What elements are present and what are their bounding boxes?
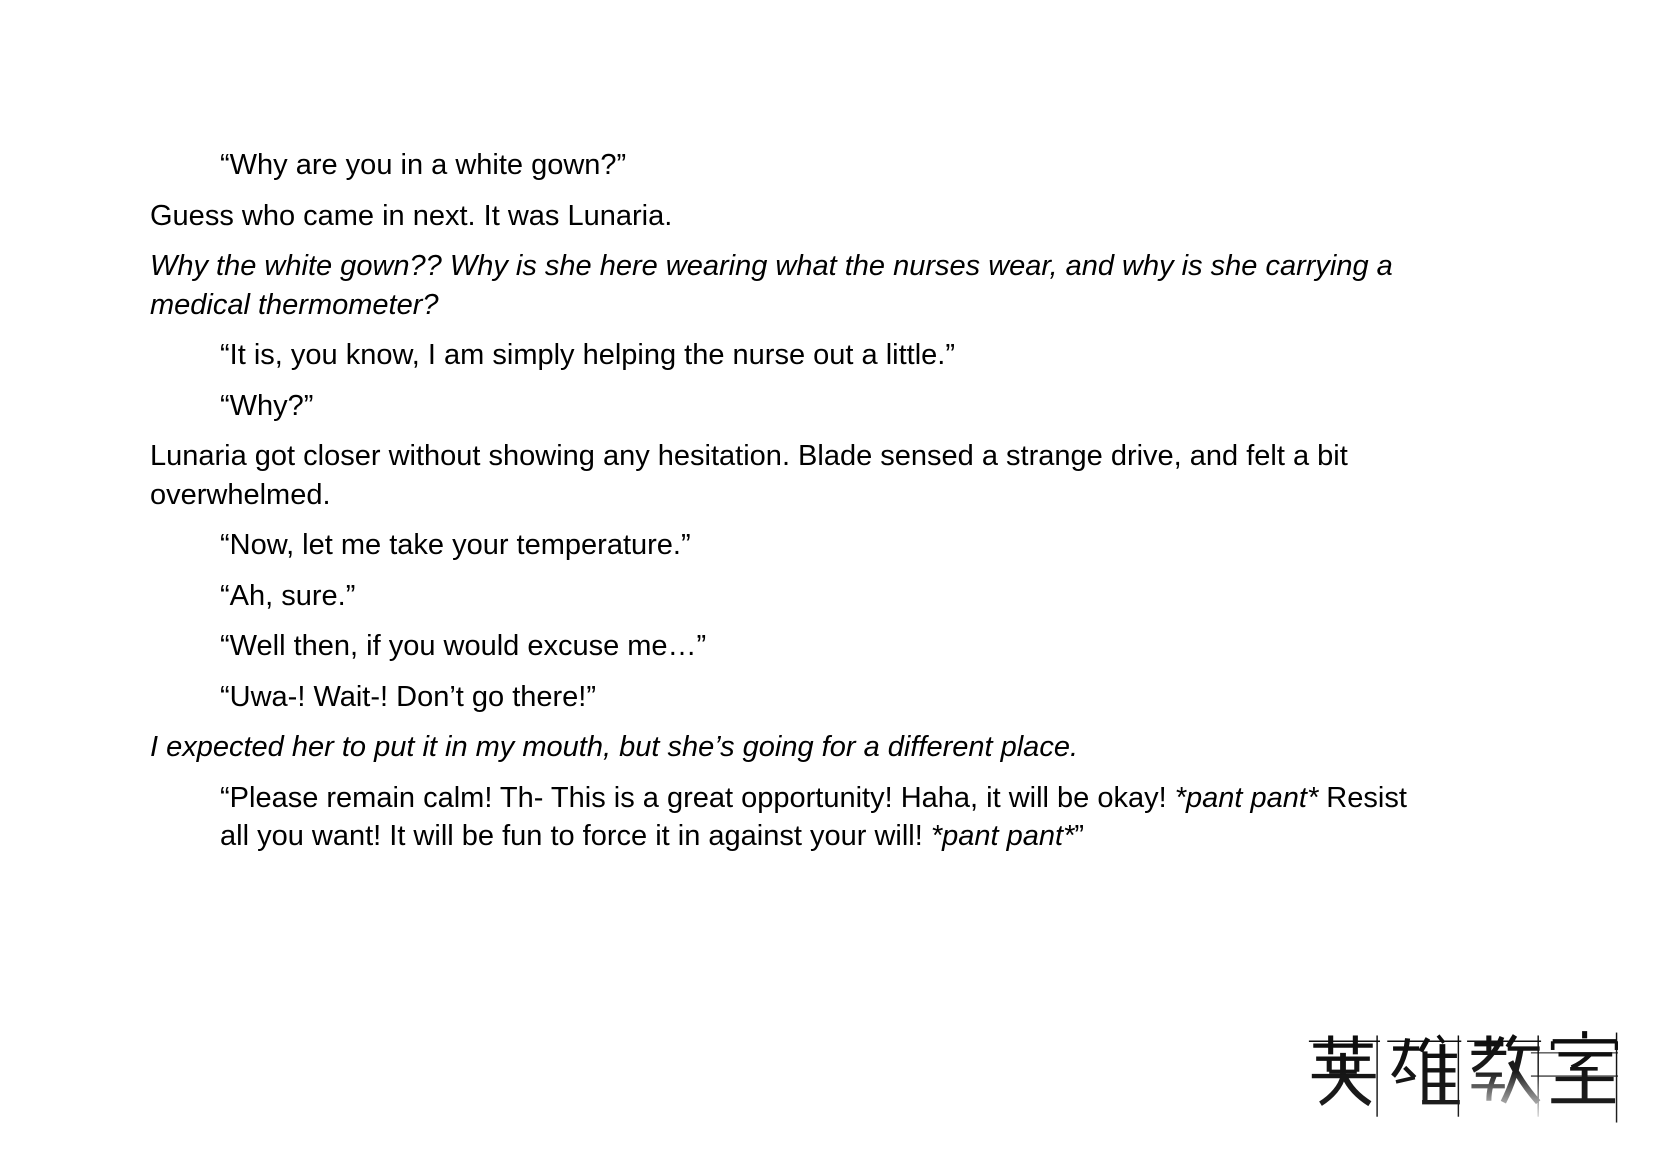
text-segment: I expected her to put it in my mouth, but she’s going for a different place.	[150, 731, 1078, 763]
text-segment: ”	[1074, 820, 1085, 852]
text-segment: *pant pant*	[1174, 781, 1319, 814]
kanji-shitsu	[1531, 1031, 1618, 1122]
series-logo-text	[1306, 1130, 1307, 1131]
series-logo-graphic	[1306, 1028, 1618, 1130]
text-segment: “Why?”	[220, 389, 314, 422]
narration-paragraph	[150, 728, 1420, 767]
novel-text-block	[150, 146, 1420, 868]
dialogue-paragraph	[220, 678, 1420, 717]
narration-paragraph	[150, 197, 1420, 236]
text-segment: “Well then, if you would excuse me…”	[220, 630, 707, 662]
text-segment: Guess who came in next. It was Lunaria.	[150, 199, 673, 232]
text-segment: Why the white gown?? Why is she here wearing what the nurses wear, and why is she carrying a medical thermometer?	[150, 250, 1393, 321]
dialogue-paragraph	[220, 577, 1420, 616]
text-segment: Lunaria got closer without showing any hesitation. Blade sensed a strange drive, and felt a bit overwhelmed.	[150, 440, 1348, 511]
dialogue-paragraph	[220, 526, 1420, 565]
text-segment: *pant pant*	[930, 820, 1075, 852]
text-segment: “Ah, sure.”	[220, 579, 356, 612]
text-segment: “Now, let me take your temperature.”	[220, 529, 691, 561]
kanji-ei	[1309, 1035, 1380, 1116]
text-segment: Resist all you want! It will be fun to force it in against your will!	[220, 781, 1407, 852]
dialogue-paragraph	[220, 336, 1420, 375]
dialogue-paragraph	[220, 627, 1420, 666]
dialogue-paragraph	[220, 779, 1420, 856]
text-segment: “Please remain calm! Th- This is a great opportunity! Haha, it will be okay!	[220, 781, 1175, 814]
series-logo	[1306, 1028, 1618, 1130]
kanji-kyou	[1467, 1035, 1541, 1116]
dialogue-paragraph	[220, 146, 1420, 185]
narration-paragraph	[150, 247, 1420, 324]
text-segment: “It is, you know, I am simply helping the nurse out a little.”	[220, 339, 955, 371]
narration-paragraph	[150, 437, 1420, 514]
kanji-yuu	[1387, 1035, 1461, 1116]
dialogue-paragraph	[220, 387, 1420, 426]
text-segment: “Why are you in a white gown?”	[220, 149, 627, 181]
text-segment: “Uwa-! Wait-! Don’t go there!”	[220, 680, 597, 713]
